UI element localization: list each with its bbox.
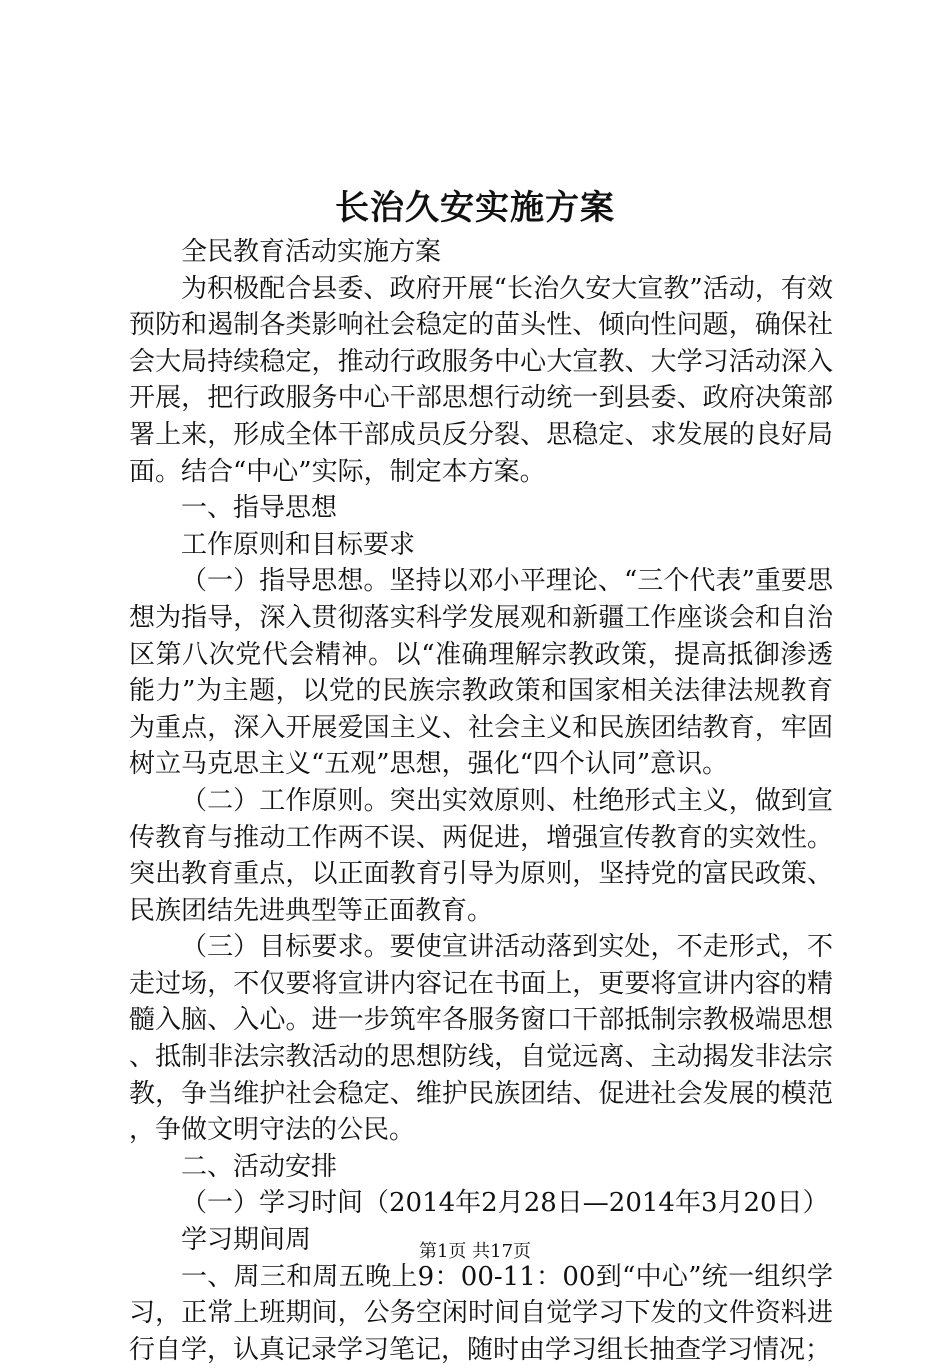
paragraph-study-schedule: 一、周三和周五晚上9：00-11：00到“中心”统一组织学习，正常上班期间，公务空闲时间自觉学习下发的文件资料进行自学，认真记录学习笔记，随时由学习组长抽查学习情况；: [129, 1261, 833, 1365]
heading-activity-arrangement: 二、活动安排: [181, 1151, 338, 1182]
paragraph-study-week: 学习期间周: [181, 1225, 312, 1256]
paragraph-work-principle: （二）工作原则。突出实效原则、杜绝形式主义，做到宣传教育与推动工作两不误、两促进，增强宣传教育的实效性。突出教育重点，以正面教育引导为原则，坚持党的富民政策、民族团结先进典型等正面教育。: [129, 785, 833, 926]
document-title: 长治久安实施方案: [335, 188, 615, 228]
paragraph-study-time: （一）学习时间（2014年2月28日—2014年3月20日）: [181, 1188, 829, 1219]
document-body: [129, 234, 833, 1368]
paragraph-subtitle: 全民教育活动实施方案: [181, 237, 442, 267]
page-footer: 第1页 共17页: [418, 1241, 532, 1262]
paragraph-intro: 为积极配合县委、政府开展“长治久安大宣教”活动，有效预防和遏制各类影响社会稳定的苗头性、倾向性问题，确保社会大局持续稳定，推动行政服务中心大宣教、大学习活动深入开展，把行政服务中心干部思想行动统一到县委、政府决策部署上来，形成全体干部成员反分裂、思稳定、求发展的良好局面。结合“中心”实际，制定本方案。: [129, 273, 833, 487]
paragraph-goal-requirement: （三）目标要求。要使宣讲活动落到实处，不走形式，不走过场，不仅要将宣讲内容记在书面上，更要将宣讲内容的精髓入脑、入心。进一步筑牢各服务窗口干部抵制宗教极端思想、抵制非法宗教活动的思想防线，自觉远离、主动揭发非法宗教，争当维护社会稳定、维护民族团结、促进社会发展的模范，争做文明守法的公民。: [129, 932, 833, 1146]
heading-guiding-thought: 一、指导思想: [181, 493, 338, 524]
heading-principles-goals: 工作原则和目标要求: [181, 529, 416, 560]
paragraph-guiding-thought: （一）指导思想。坚持以邓小平理论、“三个代表”重要思想为指导，深入贯彻落实科学发展观和新疆工作座谈会和自治区第八次党代会精神。以“准确理解宗教政策，提高抵御渗透能力”为主题，以党的民族宗教政策和国家相关法律法规教育为重点，深入开展爱国主义、社会主义和民族团结教育，牢固树立马克思主义“五观”思想，强化“四个认同”意识。: [129, 566, 833, 780]
